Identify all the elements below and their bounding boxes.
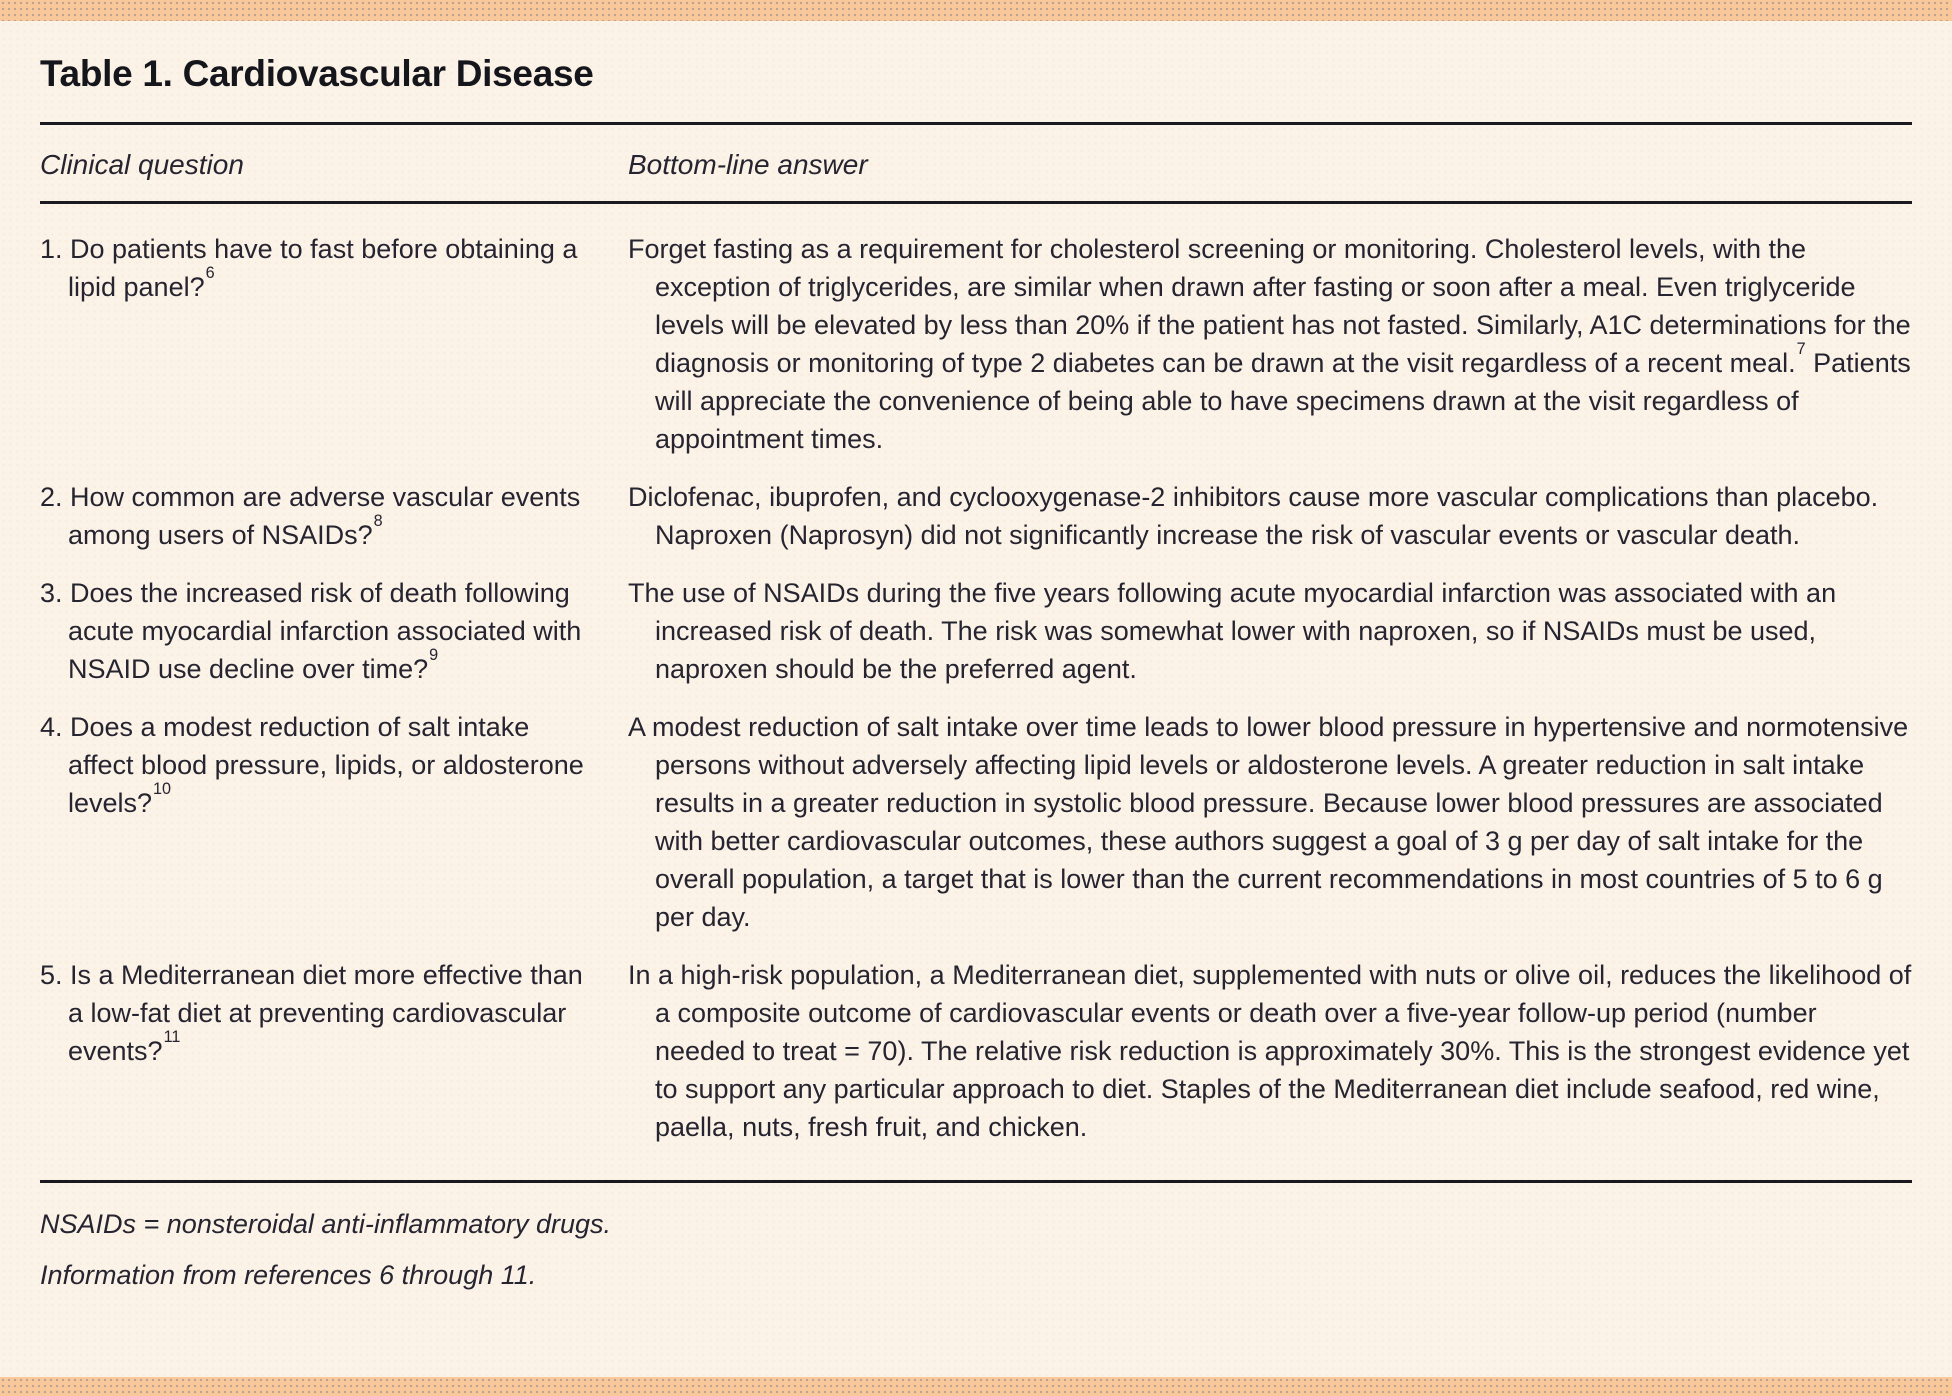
- reference-superscript: 9: [429, 645, 439, 664]
- table-row: [40, 478, 1912, 554]
- table-title: Table 1. Cardiovascular Disease: [40, 53, 594, 94]
- reference-superscript: 11: [163, 1027, 181, 1046]
- reference-superscript: 8: [373, 511, 383, 530]
- clinical-question-cell: 5. Is a Mediterranean diet more effective than a low-fat diet at preventing cardiovascular events?$^{11}$: [40, 960, 583, 1066]
- bottom-line-answer-cell: Forget fasting as a requirement for cholesterol screening or monitoring. Cholesterol levels, with the exception of triglycerides, are similar when drawn after fasting or soon after a meal. Even triglyceride levels will be elevated by less than 20% if the patient has not fasted. Similarly, A1C determinations for the diagnosis or monitoring of type 2 diabetes can be drawn at the visit regardless of a recent meal.$^7$ Patients will appreciate the convenience of being able to have specimens drawn at the visit regardless of appointment times.: [628, 234, 1911, 454]
- bottom-line-answer-cell: A modest reduction of salt intake over time leads to lower blood pressure in hypertensive and normotensive persons without adversely affecting lipid levels or aldosterone levels. A greater reduction in salt intake results in a greater reduction in systolic blood pressure. Because lower blood pressures are associated with better cardiovascular outcomes, these authors suggest a goal of 3 g per day of salt intake for the overall population, a target that is lower than the current recommendations in most countries of 5 to 6 g per day.: [628, 712, 1909, 932]
- clinical-question-cell: 2. How common are adverse vascular events among users of NSAIDs?$^8$: [40, 482, 581, 550]
- clinical-question-cell: 1. Do patients have to fast before obtaining a lipid panel?$^6$: [40, 234, 578, 302]
- table-rows: [40, 204, 1912, 1180]
- reference-superscript: 10: [153, 779, 172, 798]
- table-row: [40, 574, 1912, 688]
- bottom-accent-bar: [0, 1377, 1952, 1396]
- bottom-line-answer-cell: Diclofenac, ibuprofen, and cyclooxygenase-2 inhibitors cause more vascular complications than placebo. Naproxen (Naprosyn) did not significantly increase the risk of vascular events or vascular death.: [628, 482, 1879, 550]
- table-row: [40, 230, 1912, 458]
- table-row: [40, 708, 1912, 936]
- bottom-line-answer-cell: The use of NSAIDs during the five years following acute myocardial infarction was associated with an increased risk of death. The risk was somewhat lower with naproxen, so if NSAIDs must be used, naproxen should be the preferred agent.: [628, 578, 1837, 684]
- clinical-question-cell: 3. Does the increased risk of death following acute myocardial infarction associated with NSAID use decline over time?$^9$: [40, 578, 582, 684]
- column-header-answer: Bottom-line answer: [628, 149, 868, 180]
- reference-superscript: 7: [1796, 339, 1806, 358]
- table-row: [40, 956, 1912, 1146]
- reference-superscript: 6: [205, 263, 215, 282]
- clinical-question-cell: 4. Does a modest reduction of salt intake affect blood pressure, lipids, or aldosterone levels?$^{10}$: [40, 712, 584, 818]
- footnote-source: Information from references 6 through 11.: [40, 1260, 537, 1290]
- bottom-line-answer-cell: In a high-risk population, a Mediterranean diet, supplemented with nuts or olive oil, reduces the likelihood of a composite outcome of cardiovascular events or death over a five-year follow-up period (number needed to treat = 70). The relative risk reduction is approximately 30%. This is the strongest evidence yet to support any particular approach to diet. Staples of the Mediterranean diet include seafood, red wine, paella, nuts, fresh fruit, and chicken.: [628, 960, 1912, 1142]
- top-accent-bar: [0, 0, 1952, 21]
- column-headers: [40, 125, 1912, 201]
- footnotes: [40, 1183, 1912, 1291]
- footnote-abbreviation: NSAIDs = nonsteroidal anti-inflammatory drugs.: [40, 1209, 611, 1239]
- column-header-question: Clinical question: [40, 149, 244, 180]
